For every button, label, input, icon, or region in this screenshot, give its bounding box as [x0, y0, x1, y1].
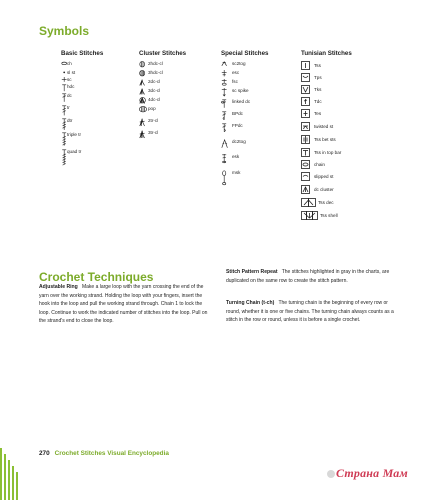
symbol-label: Tss in top bar [314, 150, 342, 155]
symbol-label: Tss bet sts [314, 137, 336, 142]
column-title: Special Stitches [221, 50, 269, 57]
symbol-label: slipped st [314, 174, 334, 179]
symbol-t-post-4 [61, 132, 103, 149]
symbol-tss-bet-sts [301, 135, 352, 148]
symbol-label: 3tr-cl [148, 130, 159, 135]
tss-icon [301, 61, 311, 71]
symbol-t-post-5 [61, 149, 103, 166]
symbol-bpdc [221, 111, 268, 123]
symbol-msk [221, 170, 268, 190]
symbol-label: linked dc [232, 99, 251, 104]
bpdc-icon [221, 111, 227, 120]
fpdc-icon [221, 123, 227, 132]
symbol-t-post-3 [61, 118, 103, 132]
book-title: Crochet Stitches Visual Encyclopedia [54, 450, 169, 457]
sc2tog-icon [221, 61, 227, 66]
symbol-t-post-1 [61, 84, 103, 93]
twisted-st-icon [301, 122, 311, 132]
adjustable-ring-term: Adjustable Ring [39, 284, 78, 290]
fsc-icon [221, 79, 227, 85]
stitch-pattern-repeat-term: Stitch Pattern Repeat [226, 269, 278, 275]
symbol-label: FPdc [232, 123, 243, 128]
symbol-label: hdc [67, 84, 75, 89]
symbol-label: triple tr [67, 132, 82, 137]
cluster-3hdc-icon [139, 70, 145, 76]
symbol-dot [61, 70, 103, 77]
symbol-tss [301, 61, 352, 73]
cluster-3dc-icon [139, 88, 145, 94]
symbol-label: dc [67, 93, 72, 98]
symbol-tks [301, 85, 352, 97]
symbol-cluster-2tr [139, 118, 186, 130]
cluster-stitches-column [139, 50, 186, 142]
symbol-label: twisted st [314, 124, 334, 129]
symbol-label: Tps [314, 75, 322, 80]
tes-icon [301, 109, 311, 119]
esc-icon [221, 70, 227, 76]
symbol-label: 3hdc-cl [148, 70, 163, 75]
basic-stitches-column [61, 50, 103, 166]
symbol-tunisian-chain [301, 160, 352, 172]
cluster-2tr-icon [139, 118, 145, 126]
symbol-label: dc2tog [232, 139, 246, 144]
symbol-tps [301, 73, 352, 85]
symbol-label: esc [232, 70, 240, 75]
symbols-heading: Symbols [39, 24, 90, 38]
symbol-popcorn [139, 106, 186, 118]
symbol-label: Tss shell [320, 213, 338, 218]
symbol-label: fsc [232, 79, 238, 84]
stitch-pattern-repeat-paragraph [226, 268, 400, 285]
symbol-tss-in-top-bar [301, 148, 352, 160]
symbol-label: chain [314, 162, 325, 167]
tunisian-chain-icon [301, 160, 311, 170]
symbol-sc-spike [221, 88, 268, 99]
symbol-label: Tdc [314, 99, 322, 104]
page-number: 270 [39, 450, 50, 457]
tks-icon [301, 85, 311, 95]
symbol-label: sc2tog [232, 61, 246, 66]
symbol-dc-cluster [301, 185, 352, 198]
tunisian-stitches-column [301, 50, 352, 224]
symbol-label: esk [232, 154, 240, 159]
tdc-icon [301, 97, 311, 107]
symbol-plus [61, 77, 103, 84]
special-stitches-column [221, 50, 268, 190]
symbol-label: pop [148, 106, 156, 111]
symbol-label: 2dc-cl [148, 79, 161, 84]
symbol-label: Tks [314, 87, 322, 92]
symbol-t-post-1-dc [61, 93, 103, 105]
symbol-t-post-2 [61, 105, 103, 118]
msk-icon [221, 170, 227, 185]
turning-chain-paragraph [226, 299, 400, 325]
symbol-label: 4dc-cl [148, 97, 161, 102]
symbol-label: msk [232, 170, 241, 175]
symbol-esc [221, 70, 268, 79]
esk-icon [221, 154, 227, 163]
turning-chain-text: The turning chain is the beginning of every row or round, whether it is one or five chains. The turning chain always counts as a stitch in the row or round, unless it is before a single crochet. [226, 300, 394, 324]
symbol-twisted-st [301, 122, 352, 135]
dc2tog-icon [221, 139, 228, 148]
symbol-label: 2hdc-cl [148, 61, 163, 66]
stitch-pattern-repeat-text: The stitches highlighted in gray in the charts, are duplicated on the same row to create the stitch pattern. [226, 269, 390, 284]
symbol-cluster-3tr [139, 130, 186, 142]
tss-bet-sts-icon [301, 135, 311, 145]
cluster-3tr-icon [139, 130, 145, 138]
symbol-label: sc [67, 77, 72, 82]
tss-shell-icon [301, 211, 319, 221]
symbol-label: 3dc-cl [148, 88, 161, 93]
tps-icon [301, 73, 311, 83]
cluster-2dc-icon [139, 79, 145, 85]
watermark-logo [327, 470, 335, 478]
adjustable-ring-text: Make a large loop with the yarn crossing the end of the yarn over the working strand. Holding the loop with your fingers, insert the hook into the loop and pull the working strand through. Chain 1 to lock the loop. Continue to work the indicated number of stitches into the loop. Pull on the strand's end to close the loop. [39, 284, 208, 325]
symbol-tdc [301, 97, 352, 109]
turning-chain-term: Turning Chain (t-ch) [226, 300, 275, 306]
dc-cluster-icon [301, 185, 311, 195]
watermark: Страна Мам [336, 466, 408, 480]
symbol-chain-oval [61, 61, 103, 70]
sc-spike-icon [221, 88, 227, 96]
symbol-cluster-3dc [139, 88, 186, 97]
cluster-4dc-icon [139, 97, 146, 103]
symbol-slipped-st [301, 172, 352, 185]
adjustable-ring-paragraph [39, 283, 211, 326]
tss-dec-icon [301, 198, 317, 208]
symbol-label: quad tr [67, 149, 82, 154]
symbol-label: sc spike [232, 88, 249, 93]
symbol-label: Tss dec [318, 200, 334, 205]
crochet-techniques-heading: Crochet Techniques [39, 270, 154, 284]
symbol-label: tr [67, 105, 70, 110]
symbol-fpdc [221, 123, 268, 139]
symbol-label: 2tr-cl [148, 118, 159, 123]
symbol-tss-shell [301, 211, 352, 224]
symbol-tes [301, 109, 352, 122]
symbol-cluster-2dc [139, 79, 186, 88]
symbol-linked-dc [221, 99, 268, 111]
slipped-st-icon [301, 172, 311, 182]
symbol-dc2tog [221, 139, 268, 154]
symbol-label: Tes [314, 111, 322, 116]
symbol-label: dc cluster [314, 187, 334, 192]
symbol-cluster-4dc [139, 97, 186, 106]
symbol-cluster-3hdc [139, 70, 186, 79]
column-title: Tunisian Stitches [301, 50, 352, 57]
column-title: Cluster Stitches [139, 50, 187, 57]
linked-dc-icon [221, 99, 227, 108]
symbol-fsc [221, 79, 268, 88]
symbol-label: sl st [67, 70, 76, 75]
symbol-label: ch [67, 61, 72, 66]
popcorn-icon [139, 106, 147, 112]
footer [39, 450, 169, 457]
cluster-2hdc-icon [139, 61, 145, 67]
symbol-esk [221, 154, 268, 170]
symbol-label: BPdc [232, 111, 243, 116]
column-title: Basic Stitches [61, 50, 104, 57]
symbol-tss-dec [301, 198, 352, 211]
symbol-cluster-2hdc [139, 61, 186, 70]
symbol-sc2tog [221, 61, 268, 70]
symbol-label: dtr [67, 118, 73, 123]
tss-in-top-bar-icon [301, 148, 311, 158]
symbol-label: Tss [314, 63, 321, 68]
